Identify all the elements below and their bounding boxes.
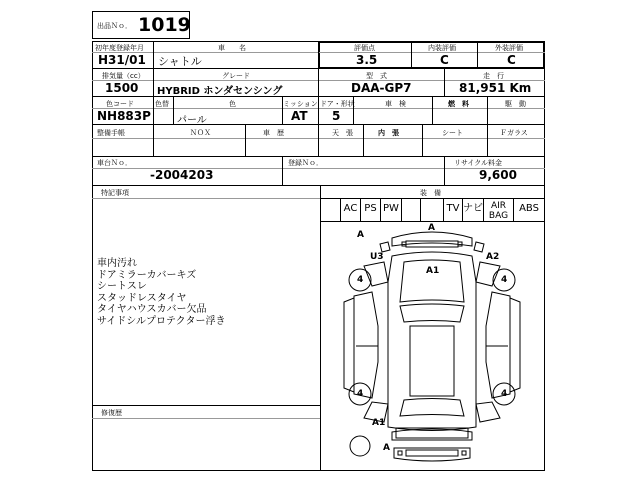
equip-blank-1 (401, 198, 421, 222)
recycle-label: リサイクル料金 (454, 159, 503, 167)
recycle-value: 9,600 (479, 168, 517, 182)
equip-ac: AC (340, 198, 361, 222)
tire-value-fr: 4 (501, 275, 508, 285)
cc-value: 1500 (105, 81, 139, 95)
note-line: シートスレ (97, 281, 147, 292)
exterior-rating-value: C (507, 53, 516, 67)
damage-front-a-top: A (428, 223, 435, 233)
equipment-label: 装 備 (420, 189, 441, 197)
grade-value: HYBRID ホンダセンシング (157, 86, 283, 97)
fuel-label: 燃 料 (448, 100, 469, 108)
year-label: 初年度登録年月 (95, 44, 144, 52)
equip-cell-blank (320, 198, 341, 222)
notes-label: 特記事項 (101, 189, 129, 197)
registration-label: 登録Ｎｏ． (288, 159, 323, 167)
year-value: H31/01 (98, 53, 146, 67)
mission-value: AT (291, 109, 308, 123)
manual-label: 整備手帳 (97, 129, 125, 137)
chassis-value: -2004203 (150, 168, 214, 182)
note-line: スタッドレスタイヤ (97, 292, 187, 304)
mileage-label: 走 行 (483, 72, 504, 80)
glass-label: Ｆガラス (500, 129, 528, 137)
repair-label: 修復歴 (101, 409, 122, 417)
color-change-label: 色替 (155, 100, 169, 108)
damage-hood-a1: A1 (426, 266, 440, 276)
name-label: 車 名 (218, 44, 246, 52)
equip-blank-2 (420, 198, 444, 222)
note-line: ドアミラーカバーキズ (97, 269, 197, 281)
inner-panel-label: 内 張 (378, 129, 399, 137)
car-diagram (320, 222, 545, 471)
doors-label: ドア・形状 (320, 100, 355, 108)
seat-label: シート (442, 129, 463, 137)
lot-label: 出品Ｎｏ． (97, 22, 132, 30)
tire-value-rr: 4 (501, 389, 508, 399)
damage-rear-a1: A1 (372, 418, 386, 428)
doors-value: 5 (332, 109, 341, 123)
tire-value-rl: 4 (357, 389, 364, 399)
color-name-label: 色 (229, 100, 236, 108)
color-code-value: NH883P (97, 109, 151, 123)
equip-airbag (483, 198, 514, 222)
drive-label: 駆 動 (505, 100, 526, 108)
exterior-rating-label: 外装評価 (495, 44, 523, 52)
color-value: パール (177, 115, 207, 126)
grade-label: グレード (222, 72, 250, 80)
color-code-label: 色コード (106, 100, 134, 108)
lot-number: 1019 (138, 14, 191, 36)
history-label: 車 歴 (263, 129, 284, 137)
tire-value-fl: 4 (357, 275, 364, 285)
score-label: 評価点 (354, 44, 375, 52)
equip-pw: PW (380, 198, 402, 222)
damage-front-a-left: A (357, 230, 364, 240)
note-line: 車内汚れ (97, 258, 137, 269)
cc-label: 排気量（cc） (102, 72, 145, 80)
inspection-label: 車 検 (385, 100, 406, 108)
interior-rating-label: 内装評価 (428, 44, 456, 52)
mileage-value: 81,951 Km (459, 81, 532, 95)
spare-tire (350, 436, 370, 456)
model-value: DAA-GP7 (351, 81, 412, 95)
score-value: 3.5 (356, 53, 378, 67)
equip-airbag-text: AIR BAG (488, 201, 509, 221)
equip-tv: TV (443, 198, 463, 222)
ceiling-label: 天 張 (332, 129, 353, 137)
equip-abs: ABS (513, 198, 545, 222)
interior-rating-value: C (440, 53, 449, 67)
model-label: 型 式 (366, 72, 387, 80)
nox-label: ＮＯＸ (190, 129, 211, 137)
damage-right-a2: A2 (486, 252, 500, 262)
equip-navi: ナビ (462, 198, 484, 222)
lot-box (92, 11, 190, 39)
note-line: サイドシルプロテクター浮き (97, 315, 226, 327)
equip-ps: PS (360, 198, 381, 222)
name-value: シャトル (158, 55, 202, 68)
equipment-grid (320, 198, 545, 222)
chassis-label: 車台Ｎｏ． (97, 159, 132, 167)
note-line: タイヤハウスカバー欠品 (97, 304, 207, 315)
damage-rear-a: A (383, 443, 390, 453)
mission-label: ミッション (283, 100, 318, 108)
damage-front-u3: U3 (370, 252, 384, 262)
